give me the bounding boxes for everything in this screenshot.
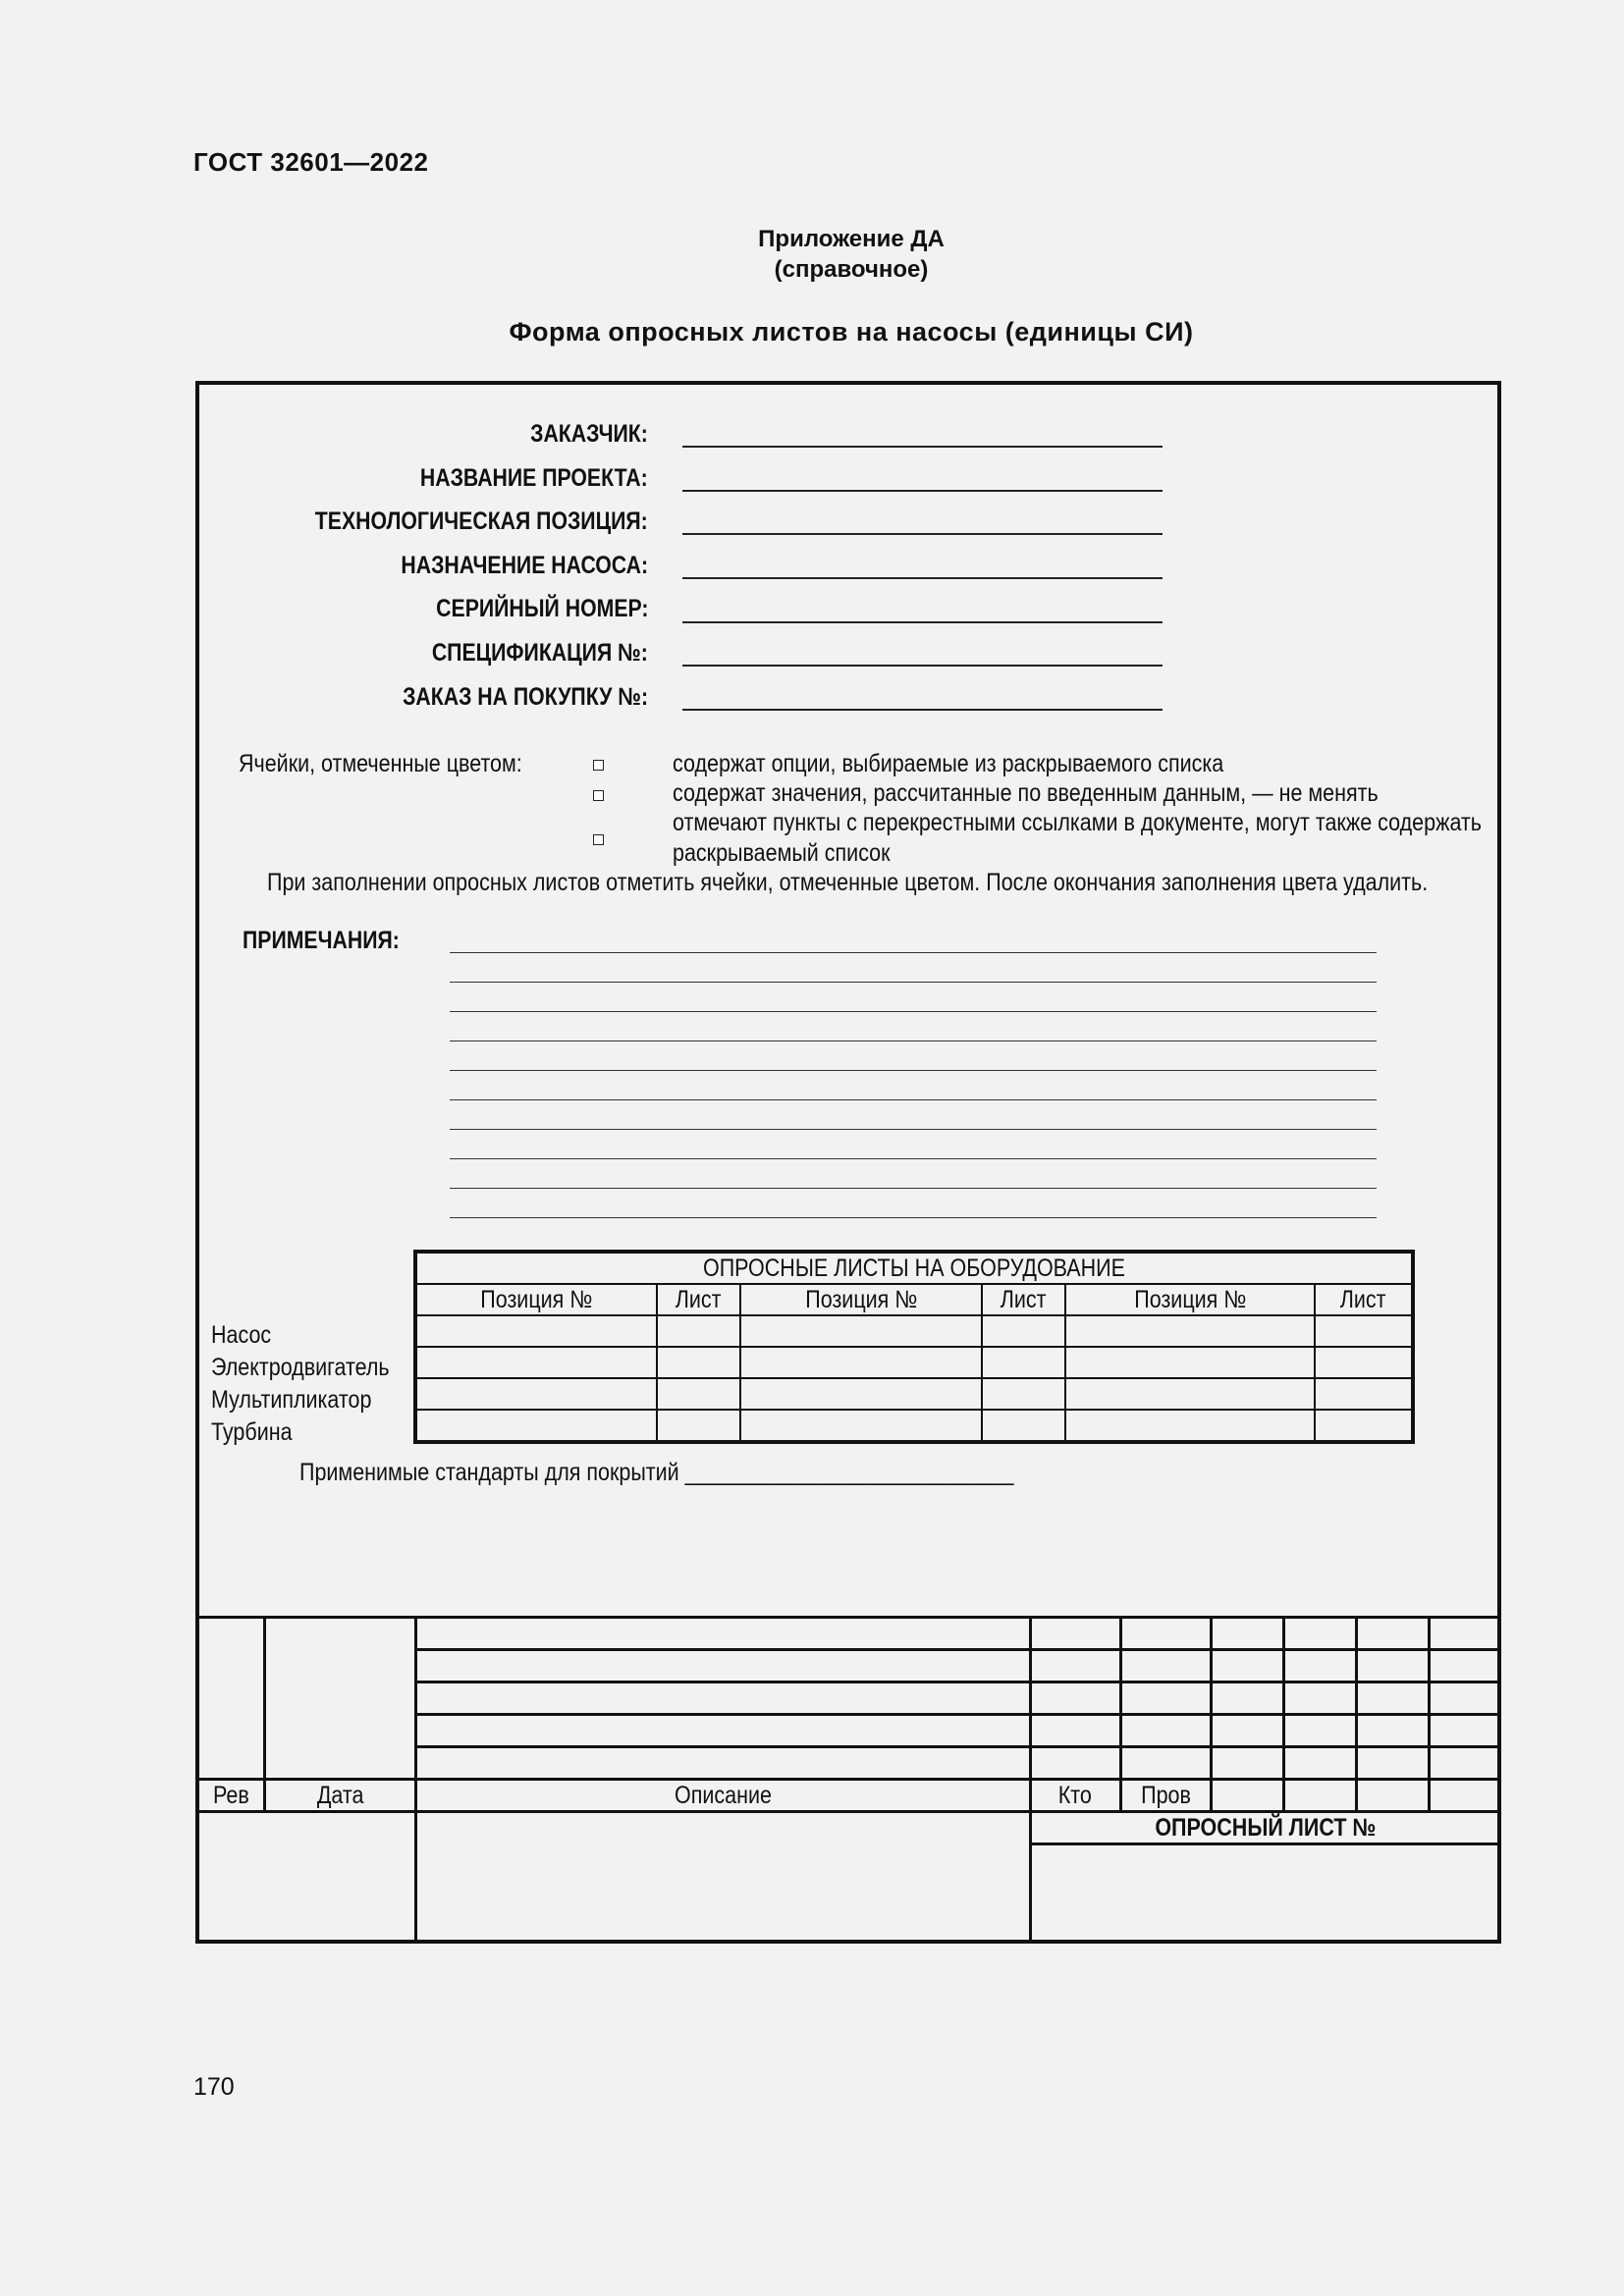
rev-header: Рев	[197, 1780, 265, 1812]
title-block-cell[interactable]	[1430, 1618, 1500, 1650]
field-label-customer: ЗАКАЗЧИК:	[530, 420, 648, 448]
legend-label: Ячейки, отмеченные цветом:	[239, 750, 522, 777]
title-block-cell[interactable]	[1120, 1650, 1211, 1682]
field-label-position: ТЕХНОЛОГИЧЕСКАЯ ПОЗИЦИЯ:	[315, 507, 648, 535]
table-row	[415, 1378, 1413, 1410]
field-line-order[interactable]	[682, 709, 1163, 711]
title-block-cell[interactable]	[1211, 1780, 1284, 1812]
row-label-motor: Электродвигатель	[211, 1354, 390, 1381]
field-line-serial[interactable]	[682, 621, 1163, 623]
notes-line[interactable]	[450, 1011, 1377, 1012]
description-cell[interactable]	[415, 1747, 1030, 1780]
title-block-cell[interactable]	[1284, 1715, 1357, 1747]
date-header: Дата	[264, 1780, 415, 1812]
equipment-sheets-table	[413, 1250, 1415, 1444]
field-label-spec: СПЕЦИФИКАЦИЯ №:	[431, 639, 648, 667]
title-block-cell[interactable]	[1120, 1682, 1211, 1715]
title-block-cell[interactable]	[1357, 1682, 1430, 1715]
title-block-cell[interactable]	[1284, 1780, 1357, 1812]
title-block-cell[interactable]	[1430, 1650, 1500, 1682]
annex-title: Приложение ДА	[758, 226, 945, 252]
table-row	[415, 1315, 1413, 1347]
description-cell[interactable]	[415, 1618, 1030, 1650]
table-cell[interactable]	[657, 1378, 740, 1410]
notes-line[interactable]	[450, 1129, 1377, 1130]
title-block-cell[interactable]	[1120, 1618, 1211, 1650]
title-block-cell[interactable]	[1211, 1618, 1284, 1650]
description-header: Описание	[415, 1780, 1030, 1812]
title-block-cell[interactable]	[1120, 1715, 1211, 1747]
legend-item-1: содержат опции, выбираемые из раскрываемого списка	[673, 750, 1224, 777]
table-cell[interactable]	[982, 1347, 1065, 1378]
equipment-table-title: ОПРОСНЫЕ ЛИСТЫ НА ОБОРУДОВАНИЕ	[415, 1252, 1413, 1284]
table-cell[interactable]	[740, 1347, 982, 1378]
title-block-cell[interactable]	[1430, 1747, 1500, 1780]
field-label-project: НАЗВАНИЕ ПРОЕКТА:	[420, 464, 648, 492]
title-block-cell[interactable]	[1030, 1650, 1120, 1682]
form-title: Форма опросных листов на насосы (единицы СИ)	[509, 317, 1194, 347]
table-cell[interactable]	[740, 1378, 982, 1410]
table-cell[interactable]	[415, 1347, 657, 1378]
coatings-standards: Применимые стандарты для покрытий ____________________________	[299, 1459, 1014, 1486]
standard-header: ГОСТ 32601—2022	[193, 147, 429, 177]
title-block-cell[interactable]	[1357, 1618, 1430, 1650]
title-block-cell[interactable]	[1430, 1682, 1500, 1715]
table-cell[interactable]	[657, 1347, 740, 1378]
title-block-cell[interactable]	[1430, 1715, 1500, 1747]
notes-line[interactable]	[450, 1070, 1377, 1071]
table-cell[interactable]	[1065, 1315, 1315, 1347]
table-cell[interactable]	[982, 1410, 1065, 1442]
description-cell[interactable]	[415, 1650, 1030, 1682]
column-header-sheet: Лист	[1315, 1284, 1413, 1315]
description-cell[interactable]	[415, 1682, 1030, 1715]
legend-square-2	[593, 790, 604, 801]
column-header-sheet: Лист	[657, 1284, 740, 1315]
title-block-cell[interactable]	[1284, 1682, 1357, 1715]
table-row	[415, 1410, 1413, 1442]
sheet-number-label: ОПРОСНЫЙ ЛИСТ №	[1030, 1812, 1499, 1844]
legend-item-2: содержат значения, рассчитанные по введенным данным, — не менять	[673, 779, 1379, 807]
table-cell[interactable]	[1065, 1410, 1315, 1442]
row-label-gearbox: Мультипликатор	[211, 1386, 372, 1414]
table-cell[interactable]	[657, 1315, 740, 1347]
table-row	[415, 1347, 1413, 1378]
legend-item-3-cont: раскрываемый список	[673, 839, 891, 867]
notes-line[interactable]	[450, 1099, 1377, 1100]
title-block-cell[interactable]	[1211, 1650, 1284, 1682]
title-block-cell[interactable]	[1211, 1682, 1284, 1715]
sheet-number-cell[interactable]	[1030, 1844, 1499, 1943]
legend-note: При заполнении опросных листов отметить ячейки, отмеченные цветом. После окончания заполнения цвета удалить.	[267, 869, 1429, 896]
title-block-cell[interactable]	[1211, 1715, 1284, 1747]
notes-line[interactable]	[450, 952, 1377, 953]
title-block-cell[interactable]	[1430, 1780, 1500, 1812]
legend-item-3: отмечают пункты с перекрестными ссылками в документе, могут также содержать	[673, 809, 1482, 836]
title-block-cell[interactable]	[1030, 1682, 1120, 1715]
title-block-cell[interactable]	[1357, 1650, 1430, 1682]
title-block-cell[interactable]	[1284, 1650, 1357, 1682]
row-label-turbine: Турбина	[211, 1418, 293, 1446]
field-line-purpose[interactable]	[682, 577, 1163, 579]
logo-cell[interactable]	[197, 1812, 416, 1943]
notes-label: ПРИМЕЧАНИЯ:	[243, 927, 400, 954]
page-number: 170	[193, 2073, 235, 2101]
table-cell[interactable]	[1065, 1378, 1315, 1410]
table-cell[interactable]	[415, 1315, 657, 1347]
table-cell[interactable]	[982, 1315, 1065, 1347]
table-cell[interactable]	[415, 1410, 657, 1442]
title-block-cell[interactable]	[1030, 1618, 1120, 1650]
title-block-cell[interactable]	[1211, 1747, 1284, 1780]
title-block-cell[interactable]	[1357, 1715, 1430, 1747]
description-cell[interactable]	[415, 1715, 1030, 1747]
field-line-position[interactable]	[682, 533, 1163, 535]
column-header-position: Позиция №	[740, 1284, 982, 1315]
table-cell[interactable]	[1315, 1315, 1413, 1347]
table-cell[interactable]	[1315, 1347, 1413, 1378]
row-label-pump: Насос	[211, 1321, 272, 1349]
title-block-cell[interactable]	[1357, 1747, 1430, 1780]
column-header-position: Позиция №	[1065, 1284, 1315, 1315]
field-line-project[interactable]	[682, 490, 1163, 492]
column-header-position: Позиция №	[415, 1284, 657, 1315]
table-cell[interactable]	[1065, 1347, 1315, 1378]
table-cell[interactable]	[415, 1378, 657, 1410]
who-header: Кто	[1030, 1780, 1120, 1812]
title-block	[195, 1616, 1501, 1944]
table-cell[interactable]	[1315, 1378, 1413, 1410]
notes-line[interactable]	[450, 1158, 1377, 1159]
title-cell[interactable]	[415, 1812, 1030, 1943]
column-header-sheet: Лист	[982, 1284, 1065, 1315]
field-line-customer[interactable]	[682, 446, 1163, 448]
legend-square-1	[593, 760, 604, 771]
field-line-spec[interactable]	[682, 665, 1163, 667]
title-block-cell[interactable]	[1030, 1747, 1120, 1780]
date-cell[interactable]	[264, 1618, 415, 1780]
title-block-cell[interactable]	[1357, 1780, 1430, 1812]
table-cell[interactable]	[740, 1315, 982, 1347]
table-cell[interactable]	[982, 1378, 1065, 1410]
checked-header: Пров	[1120, 1780, 1211, 1812]
field-label-purpose: НАЗНАЧЕНИЕ НАСОСА:	[401, 552, 648, 579]
field-label-serial: СЕРИЙНЫЙ НОМЕР:	[435, 595, 648, 622]
legend-square-3	[593, 834, 604, 845]
table-cell[interactable]	[740, 1410, 982, 1442]
field-label-order: ЗАКАЗ НА ПОКУПКУ №:	[403, 683, 648, 711]
title-block-cell[interactable]	[1030, 1715, 1120, 1747]
annex-type: (справочное)	[774, 256, 929, 283]
notes-line[interactable]	[450, 1217, 1377, 1218]
title-block-cell[interactable]	[1284, 1747, 1357, 1780]
notes-line[interactable]	[450, 982, 1377, 983]
title-block-cell[interactable]	[1284, 1618, 1357, 1650]
rev-cell[interactable]	[197, 1618, 265, 1780]
table-cell[interactable]	[657, 1410, 740, 1442]
table-cell[interactable]	[1315, 1410, 1413, 1442]
notes-line[interactable]	[450, 1188, 1377, 1189]
title-block-cell[interactable]	[1120, 1747, 1211, 1780]
